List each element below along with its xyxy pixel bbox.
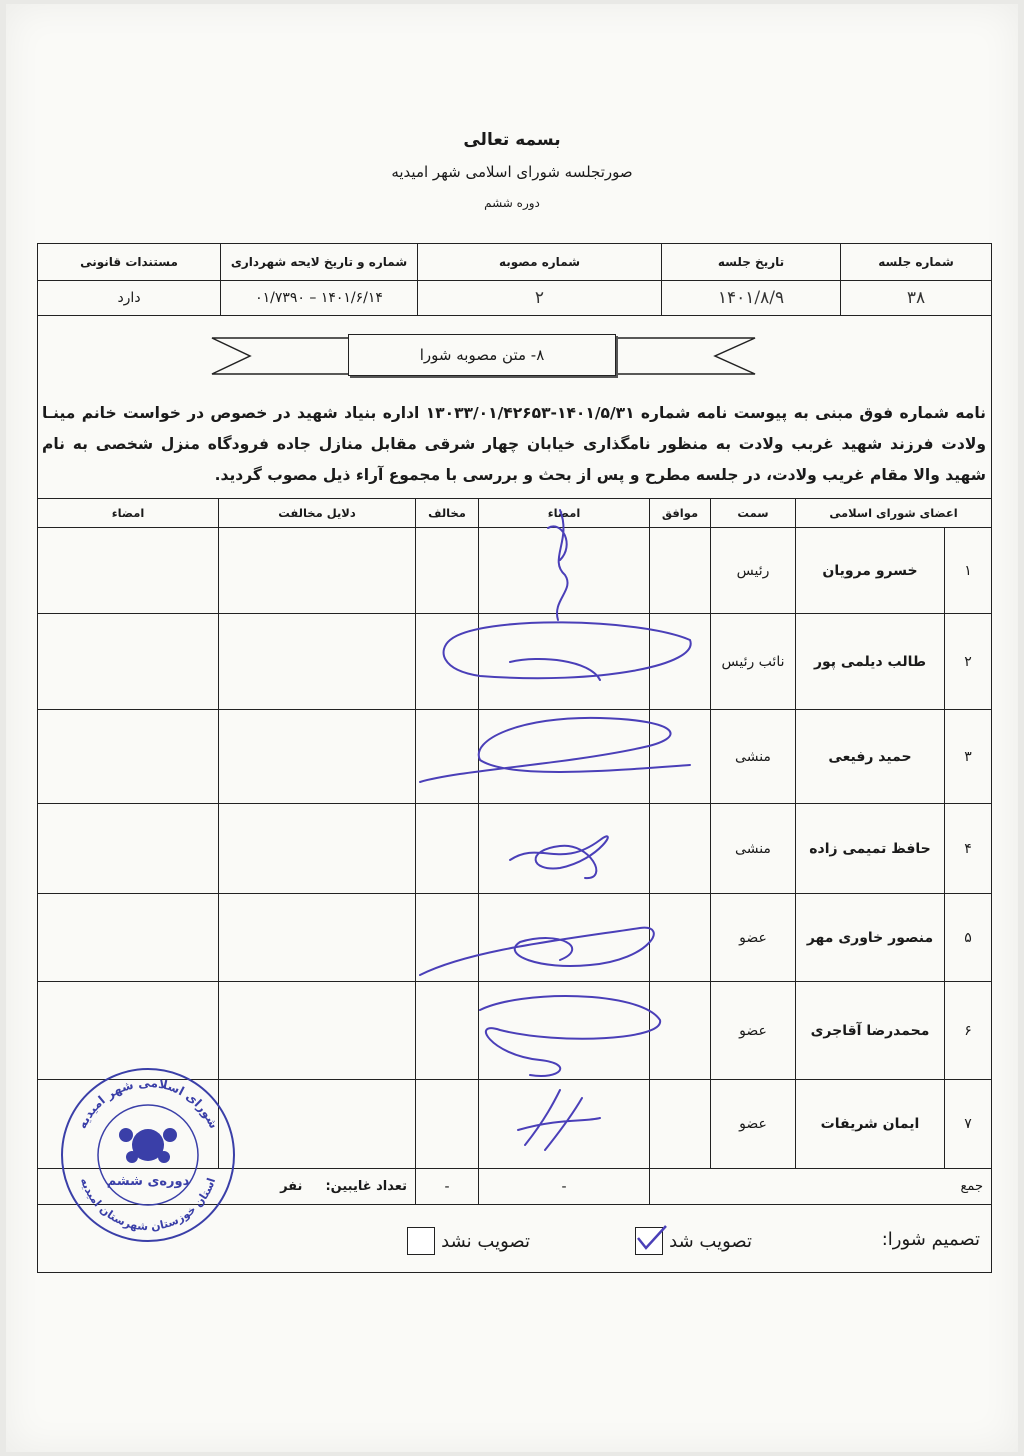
agree-cell <box>650 804 711 894</box>
header-signature-disagree: امضاء <box>38 499 219 528</box>
header-session-date: تاریخ جلسه <box>662 244 841 281</box>
table-row <box>38 804 992 894</box>
header-role: سمت <box>711 499 796 528</box>
council-stamp <box>58 1065 238 1245</box>
disagree-cell <box>416 614 479 710</box>
disagree-cell <box>416 894 479 982</box>
signature-cell <box>479 804 650 894</box>
member-number: ۶ <box>945 982 992 1080</box>
signature-cell <box>38 614 219 710</box>
resolution-body: نامه شماره فوق مبنی به پیوست نامه شماره ۱۴۰۱/۵/۳۱-۱۳۰۳۳/۰۱/۴۲۶۵۳ اداره بنیاد شهید در خصوص در خواست خانم مینـا ولادت فرزند شهید غربب ولادت به منظور نامگذاری خیابان چهار شرقی مقابل منازل جاده فرودگاه منزل شخصی به نام شهید والا مقام غریب ولادت، در جلسه مطرح و پس از بحث و بررسی با مجموع آراء ذیل مصوب گردید. <box>42 404 986 484</box>
signature-cell <box>38 894 219 982</box>
stamp-bottom-text: استان خوزستان شهرستان امیدیه <box>77 1176 219 1234</box>
member-role: رئیس <box>711 528 796 614</box>
signature-cell <box>38 710 219 804</box>
absent-label: تعداد غایبین: <box>325 1179 407 1194</box>
approved-option[interactable] <box>635 1227 752 1255</box>
header-session-number: شماره جلسه <box>841 244 992 281</box>
member-name: حافظ تمیمی زاده <box>796 804 945 894</box>
signature-cell <box>479 614 650 710</box>
member-number: ۳ <box>945 710 992 804</box>
member-role: عضو <box>711 894 796 982</box>
legal-documents: دارد <box>38 281 221 316</box>
disagree-cell <box>416 804 479 894</box>
reason-cell <box>219 710 416 804</box>
approved-checkbox[interactable] <box>635 1227 663 1255</box>
signature-cell <box>479 710 650 804</box>
member-name: ایمان شریفات <box>796 1080 945 1169</box>
rejected-option[interactable] <box>407 1227 530 1255</box>
member-name: خسرو مرویان <box>796 528 945 614</box>
member-number: ۷ <box>945 1080 992 1169</box>
resolution-number: ۲ <box>418 281 662 316</box>
member-name: منصور خاوری مهر <box>796 894 945 982</box>
session-number: ۳۸ <box>841 281 992 316</box>
header-resolution-number: شماره مصوبه <box>418 244 662 281</box>
total-disagree: - <box>416 1169 479 1205</box>
signature-cell <box>479 894 650 982</box>
svg-text:شورای اسلامی شهر امیدیه <box>75 1076 221 1131</box>
member-number: ۵ <box>945 894 992 982</box>
header-disagree-reasons: دلایل مخالفت <box>219 499 416 528</box>
disagree-cell <box>416 710 479 804</box>
header-disagree: مخالف <box>416 499 479 528</box>
member-name: حمید رفیعی <box>796 710 945 804</box>
reason-cell <box>219 528 416 614</box>
signature-cell <box>479 1080 650 1169</box>
member-number: ۴ <box>945 804 992 894</box>
member-role: نائب رئیس <box>711 614 796 710</box>
total-agree-signature: - <box>479 1169 650 1205</box>
agree-cell <box>650 528 711 614</box>
bill-number-date: ۱۴۰۱/۶/۱۴ – ۰۱/۷۳۹۰ <box>221 281 418 316</box>
agree-cell <box>650 982 711 1080</box>
session-date: ۱۴۰۱/۸/۹ <box>662 281 841 316</box>
absent-unit: نفر <box>280 1179 303 1194</box>
table-row <box>38 614 992 710</box>
resolution-text-heading: ۸- متن مصوبه شورا <box>348 334 616 376</box>
agree-cell <box>650 894 711 982</box>
member-role: منشی <box>711 710 796 804</box>
disagree-cell <box>416 982 479 1080</box>
member-name: محمدرضا آقاجری <box>796 982 945 1080</box>
stamp-top-text: شورای اسلامی شهر امیدیه <box>74 1075 222 1131</box>
reason-cell <box>219 1080 416 1169</box>
member-name: طالب دیلمی پور <box>796 614 945 710</box>
header-signature-agree: امضاء <box>479 499 650 528</box>
reason-cell <box>219 614 416 710</box>
rejected-checkbox[interactable] <box>407 1227 435 1255</box>
rejected-label: تصویب نشد <box>441 1230 530 1252</box>
header-bill-number-date: شماره و تاریخ لایحه شهرداری <box>221 244 418 281</box>
member-role: عضو <box>711 1080 796 1169</box>
check-mark-icon <box>632 1222 672 1252</box>
reason-cell <box>219 894 416 982</box>
disagree-cell <box>416 528 479 614</box>
total-label: جمع <box>650 1169 992 1205</box>
signature-cell <box>479 982 650 1080</box>
member-role: منشی <box>711 804 796 894</box>
signature-cell <box>38 528 219 614</box>
emblem-icon <box>119 1128 177 1163</box>
signature-cell <box>38 804 219 894</box>
disagree-cell <box>416 1080 479 1169</box>
member-role: عضو <box>711 982 796 1080</box>
table-row <box>38 894 992 982</box>
header-agree: موافق <box>650 499 711 528</box>
table-row <box>38 528 992 614</box>
agree-cell <box>650 614 711 710</box>
table-row <box>38 710 992 804</box>
signature-cell <box>479 528 650 614</box>
reason-cell <box>219 804 416 894</box>
header-legal-documents: مستندات قانونی <box>38 244 221 281</box>
meeting-info-table <box>37 243 992 316</box>
approved-label: تصویب شد <box>669 1230 752 1252</box>
member-number: ۱ <box>945 528 992 614</box>
header-members: اعضای شورای اسلامی <box>796 499 992 528</box>
agree-cell <box>650 1080 711 1169</box>
stamp-center-text: دوره‌ی ششم <box>106 1174 190 1189</box>
basmala: بسمه تعالی <box>463 130 561 150</box>
document-title: صورتجلسه شورای اسلامی شهر امیدیه <box>391 163 633 181</box>
reason-cell <box>219 982 416 1080</box>
council-period: دوره ششم <box>484 196 540 210</box>
member-number: ۲ <box>945 614 992 710</box>
decision-label: تصمیم شورا: <box>881 1229 980 1250</box>
agree-cell <box>650 710 711 804</box>
